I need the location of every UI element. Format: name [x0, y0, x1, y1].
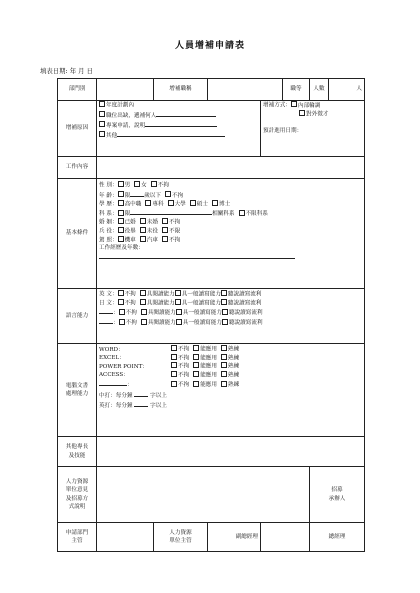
software-row: ACCESS： 不拘 能應用 熟練: [99, 372, 240, 379]
checkbox-icon[interactable]: [176, 309, 182, 315]
computer-skills-label: 電腦文書 處理能力: [58, 344, 97, 437]
checkbox-icon[interactable]: [162, 218, 168, 224]
checkbox-icon[interactable]: [221, 299, 227, 305]
checkbox-icon[interactable]: [221, 371, 227, 377]
checkbox-icon[interactable]: [175, 299, 181, 305]
checkbox-icon[interactable]: [162, 227, 168, 233]
language-cell: [97, 289, 365, 344]
reason-options: [97, 101, 261, 157]
marital-row: 婚 姻： 已婚 未婚 不拘: [99, 219, 181, 226]
checkbox-icon[interactable]: [99, 101, 105, 107]
checkbox-icon[interactable]: [118, 299, 124, 305]
position-input[interactable]: [208, 79, 283, 101]
other-skills-input[interactable]: [97, 437, 365, 467]
grade-label: 職等: [283, 79, 310, 101]
deputy-gm-label: 副總經理: [235, 533, 258, 540]
english-typing-row: 英打：每分鐘 字以上: [99, 400, 362, 410]
dept-head-label: 申請部門 主管: [58, 523, 97, 552]
checkbox-icon[interactable]: [193, 381, 199, 387]
education-row: 學 歷： 高中職 專科 大學 碩士 博士: [99, 201, 231, 208]
method-internal-option[interactable]: 內部輪調: [291, 103, 320, 109]
checkbox-icon[interactable]: [221, 381, 227, 387]
checkbox-icon[interactable]: [118, 181, 124, 187]
checkbox-icon[interactable]: [119, 309, 125, 315]
checkbox-icon[interactable]: [134, 181, 140, 187]
reason-resign-option[interactable]: 職位出缺，遞補何人: [99, 110, 258, 120]
checkbox-icon[interactable]: [221, 290, 227, 296]
checkbox-icon[interactable]: [299, 110, 305, 116]
position-label: 增補職稱: [154, 79, 208, 101]
recruiter-cell[interactable]: [310, 467, 365, 523]
checkbox-icon[interactable]: [171, 362, 177, 368]
work-content-label: 工作內容: [58, 157, 97, 179]
method-label: 增補方式：: [263, 102, 291, 109]
checkbox-icon[interactable]: [141, 309, 147, 315]
checkbox-icon[interactable]: [99, 121, 105, 127]
chinese-typing-speed-line[interactable]: [134, 390, 148, 397]
major-row: 科 系： 限 相關科系 不限科系: [99, 208, 362, 218]
checkbox-icon[interactable]: [140, 227, 146, 233]
checkbox-icon[interactable]: [221, 354, 227, 360]
checkbox-icon[interactable]: [140, 236, 146, 242]
checkbox-icon[interactable]: [171, 345, 177, 351]
major-line[interactable]: [130, 208, 212, 215]
checkbox-icon[interactable]: [118, 290, 124, 296]
checkbox-icon[interactable]: [118, 236, 124, 242]
dept-input[interactable]: [97, 79, 154, 101]
checkbox-icon[interactable]: [151, 181, 157, 187]
checkbox-icon[interactable]: [221, 345, 227, 351]
software-row: POWER POINT： 不拘 能應用 熟練: [99, 363, 240, 370]
checkbox-icon[interactable]: [165, 191, 171, 197]
checkbox-icon[interactable]: [222, 309, 228, 315]
software-row: EXCEL： 不拘 能應用 熟練: [99, 355, 240, 362]
gm-label: 總經理: [328, 533, 346, 540]
reason-annual-option[interactable]: 年度計劃內: [99, 101, 258, 110]
fill-date-line: 填表日期: 年 月 日: [40, 67, 93, 75]
hr-opinion-input[interactable]: [97, 467, 310, 523]
reason-project-option[interactable]: 專案申請，說明: [99, 120, 258, 130]
checkbox-icon[interactable]: [239, 210, 245, 216]
other-desc-line[interactable]: [117, 130, 225, 137]
language-name-line[interactable]: [99, 317, 113, 324]
requisition-form-table: [57, 78, 365, 552]
checkbox-icon[interactable]: [212, 200, 218, 206]
replace-whom-line[interactable]: [156, 110, 216, 117]
dept-head-sign[interactable]: [97, 523, 154, 552]
expected-date-label: 預計進用日期：: [263, 128, 303, 135]
checkbox-icon[interactable]: [140, 290, 146, 296]
software-row: WORD： 不拘 能應用 熟練: [99, 346, 240, 353]
language-row: 日 文： 不拘 具閱讀能力 具一般讀寫能力 聽說讀寫流利: [99, 300, 262, 307]
count-label: 人數: [310, 79, 329, 101]
checkbox-icon[interactable]: [162, 236, 168, 242]
computer-skills-cell: [97, 344, 365, 437]
checkbox-icon[interactable]: [99, 131, 105, 137]
experience-line[interactable]: [99, 252, 295, 259]
experience-row: 工作經歷及年數：: [99, 245, 144, 252]
checkbox-icon[interactable]: [193, 345, 199, 351]
language-label: 語言能力: [58, 289, 97, 344]
checkbox-icon[interactable]: [221, 362, 227, 368]
checkbox-icon[interactable]: [119, 319, 125, 325]
gm-cell[interactable]: [310, 523, 365, 552]
checkbox-icon[interactable]: [140, 218, 146, 224]
method-cell: [261, 101, 365, 157]
english-typing-speed-line[interactable]: [134, 400, 148, 407]
deputy-gm-sign[interactable]: [261, 523, 310, 552]
checkbox-icon[interactable]: [168, 200, 174, 206]
military-row: 兵 役： 役畢 未役 不限: [99, 228, 181, 235]
language-row: 英 文： 不拘 具閱讀能力 具一般讀寫能力 聽說讀寫流利: [99, 291, 262, 298]
checkbox-icon[interactable]: [193, 371, 199, 377]
work-content-input[interactable]: [97, 157, 365, 179]
checkbox-icon[interactable]: [118, 210, 124, 216]
method-external-option[interactable]: 對外徵才: [263, 110, 362, 119]
checkbox-icon[interactable]: [118, 218, 124, 224]
checkbox-icon[interactable]: [193, 354, 199, 360]
age-limit-line[interactable]: [130, 190, 144, 197]
checkbox-icon[interactable]: [99, 111, 105, 117]
checkbox-icon[interactable]: [171, 381, 177, 387]
checkbox-icon[interactable]: [141, 319, 147, 325]
checkbox-icon[interactable]: [291, 101, 297, 107]
hr-head-sign[interactable]: [208, 523, 261, 552]
hr-opinion-label: 人力資源 單位意見 及招募方 式說明: [58, 467, 97, 523]
language-name-line[interactable]: [99, 307, 113, 314]
dept-label: 部門別: [58, 79, 97, 101]
checkbox-icon[interactable]: [118, 191, 124, 197]
other-skills-label: 其他專長 及技能: [58, 437, 97, 467]
reason-label: 增補原因: [58, 101, 97, 157]
checkbox-icon[interactable]: [171, 371, 177, 377]
checkbox-icon[interactable]: [190, 200, 196, 206]
language-row: ： 不拘 具閱讀能力 具一般讀寫能力 聽說讀寫流利: [99, 317, 362, 327]
checkbox-icon[interactable]: [222, 319, 228, 325]
software-row: ： 不拘 能應用 熟練: [99, 379, 362, 389]
checkbox-icon[interactable]: [193, 362, 199, 368]
age-row: 年 齡： 限 歲以下 不拘: [99, 190, 362, 200]
count-unit: 人: [356, 86, 362, 93]
software-name-line[interactable]: [99, 379, 127, 386]
hr-head-label: 人力資源 單位主管: [154, 523, 208, 552]
recruiter-label-2: 承辦人: [328, 495, 346, 502]
checkbox-icon[interactable]: [118, 227, 124, 233]
checkbox-icon[interactable]: [118, 200, 124, 206]
checkbox-icon[interactable]: [176, 319, 182, 325]
basic-conditions-label: 基本條件: [58, 179, 97, 289]
recruiter-label-1: 招募: [331, 487, 343, 494]
license-row: 駕 照： 機車 汽車 不拘: [99, 237, 181, 244]
reason-other-option[interactable]: 其他: [99, 130, 258, 140]
language-row: ： 不拘 具閱讀能力 具一般讀寫能力 聽說讀寫流利: [99, 307, 362, 317]
basic-conditions-cell: [97, 179, 365, 289]
checkbox-icon[interactable]: [175, 290, 181, 296]
checkbox-icon[interactable]: [140, 299, 146, 305]
chinese-typing-row: 中打：每分鐘 字以上: [99, 390, 362, 400]
project-desc-line[interactable]: [145, 120, 217, 127]
checkbox-icon[interactable]: [171, 354, 177, 360]
gender-row: 性 別： 男 女 不拘: [99, 182, 169, 189]
form-title: 人員增補申請表: [174, 41, 245, 51]
count-input[interactable]: [329, 79, 365, 101]
checkbox-icon[interactable]: [145, 200, 151, 206]
